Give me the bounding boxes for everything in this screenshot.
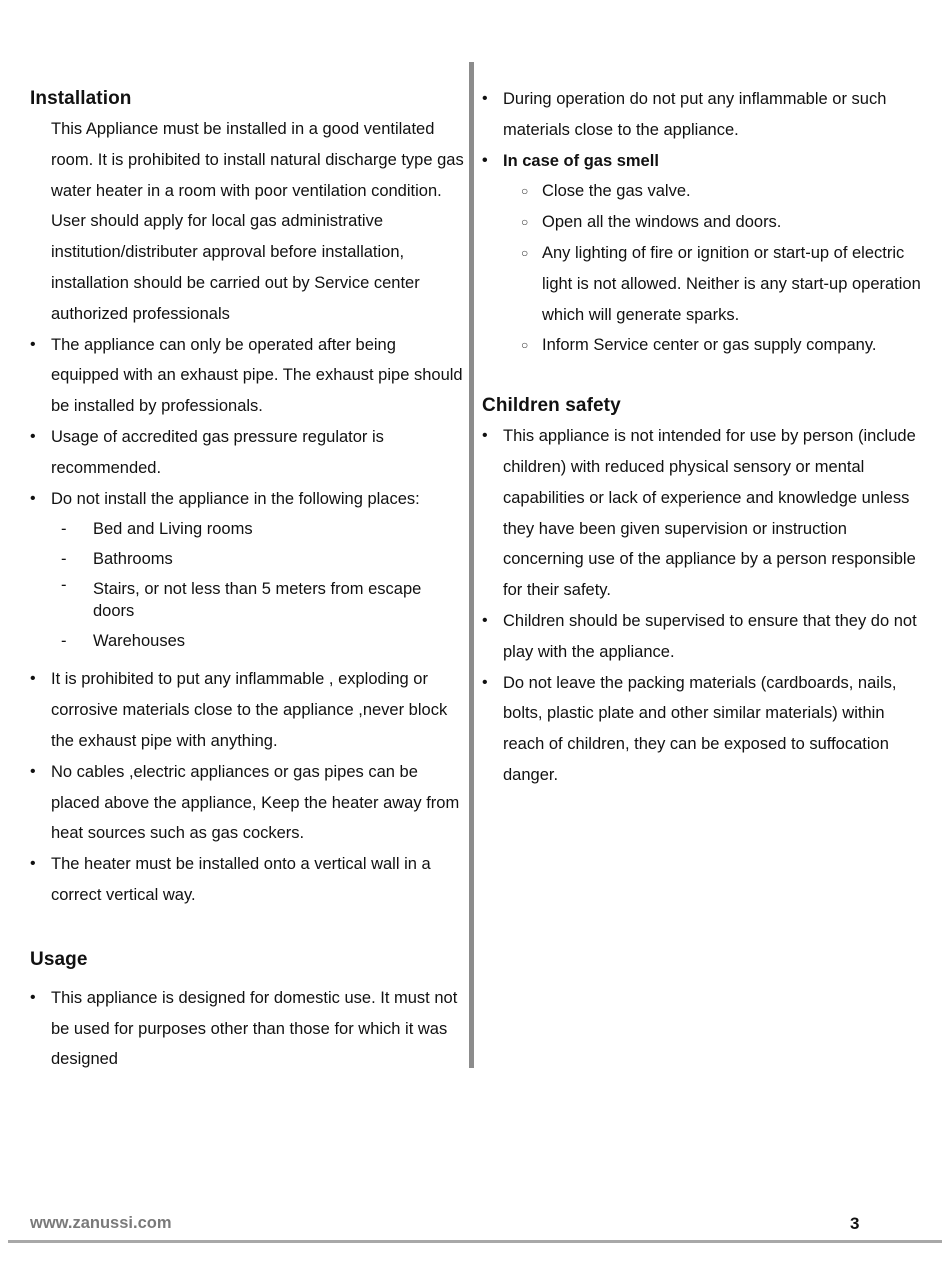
- gas-smell-steps: [482, 176, 922, 361]
- list-item: • Children should be supervised to ensure that they do not play with the appliance.: [482, 606, 922, 668]
- installation-list: [30, 330, 466, 515]
- list-item: • Do not install the appliance in the following places:: [30, 484, 466, 515]
- usage-heading: Usage: [30, 948, 88, 970]
- usage-list: [30, 983, 466, 1075]
- list-item: - Bed and Living rooms: [61, 514, 466, 544]
- list-item: - Stairs, or not less than 5 meters from escape doors: [61, 574, 466, 626]
- list-item: • Usage of accredited gas pressure regulator is recommended.: [30, 422, 466, 484]
- left-column: [30, 84, 466, 1075]
- column-divider: [469, 62, 474, 1068]
- list-item: • During operation do not put any inflammable or such materials close to the appliance.: [482, 84, 922, 146]
- list-item: • Do not leave the packing materials (cardboards, nails, bolts, plastic plate and other similar materials) within reach of children, they can be exposed to suffocation danger.: [482, 668, 922, 791]
- children-safety-heading: Children safety: [482, 395, 621, 417]
- page-number: 3: [850, 1214, 860, 1233]
- list-item: • No cables ,electric appliances or gas pipes can be placed above the appliance, Keep the heater away from heat sources such as gas cockers.: [30, 757, 466, 849]
- list-item: ○ Close the gas valve.: [521, 176, 922, 207]
- list-item: ○ Any lighting of fire or ignition or start-up of electric light is not allowed. Neither is any start-up operation which will generate sparks.: [521, 238, 922, 330]
- children-safety-list: [482, 421, 922, 791]
- list-item: • It is prohibited to put any inflammable , exploding or corrosive materials close to the appliance ,never block the exhaust pipe with anything.: [30, 664, 466, 756]
- installation-heading: Installation: [30, 88, 132, 109]
- gas-smell-item: • In case of gas smell: [482, 146, 922, 177]
- list-item: ○ Inform Service center or gas supply company.: [521, 330, 922, 361]
- footer-rule: [8, 1240, 942, 1243]
- list-item: - Bathrooms: [61, 544, 466, 574]
- operation-list: [482, 84, 922, 176]
- forbidden-places-list: [30, 514, 466, 656]
- right-column: [482, 84, 922, 791]
- list-item: - Warehouses: [61, 626, 466, 656]
- list-item: • The heater must be installed onto a vertical wall in a correct vertical way.: [30, 849, 466, 911]
- installation-list-continued: [30, 664, 466, 910]
- list-item: • The appliance can only be operated after being equipped with an exhaust pipe. The exhaust pipe should be installed by professionals.: [30, 330, 466, 422]
- installation-intro: This Appliance must be installed in a good ventilated room. It is prohibited to install natural discharge type gas water heater in a room with poor ventilation condition. User should apply for local gas administrative institution/distributer approval before installation, installation should be carried out by Service center authorized professionals: [51, 120, 464, 323]
- list-item: • This appliance is not intended for use by person (include children) with reduced physical sensory or mental capabilities or lack of experience and knowledge unless they have been given supervision or instruction concerning use of the appliance by a person responsible for their safety.: [482, 421, 922, 606]
- list-item: • This appliance is designed for domestic use. It must not be used for purposes other than those for which it was designed: [30, 983, 466, 1075]
- footer-url: www.zanussi.com: [30, 1214, 172, 1232]
- list-item: ○ Open all the windows and doors.: [521, 207, 922, 238]
